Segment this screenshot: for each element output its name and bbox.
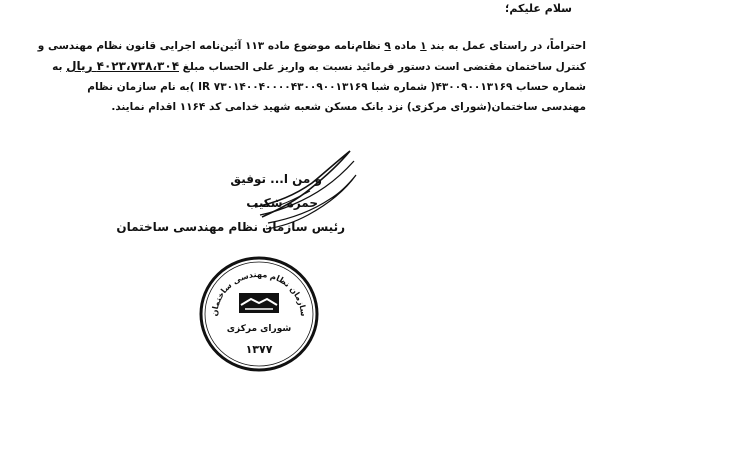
body-line-1-c: ماده xyxy=(390,40,421,52)
letter-body xyxy=(37,36,586,117)
body-line-2 xyxy=(52,56,586,77)
stamp-bottom-text: شورای مرکزی xyxy=(226,324,292,334)
stamp-year: ۱۳۷۷ xyxy=(245,343,273,356)
payment-amount: ۴۰۲۳،۷۳۸،۳۰۴ ریال xyxy=(66,59,180,73)
handshake-icon xyxy=(239,293,279,313)
closing-phrase: و من ا... توفیق xyxy=(230,172,322,186)
salutation: سلام علیکم؛ xyxy=(505,2,572,15)
handwritten-signature xyxy=(250,145,360,235)
body-line-1-e: نظام‌نامه موضوع ماده ۱۱۳ آئین‌نامه اجرایی قانون نظام مهندسی و xyxy=(37,40,385,52)
body-line-2-b: به xyxy=(52,61,67,73)
article-number: ۹ xyxy=(384,40,391,52)
stamp-top-text: سازمان نظام مهندسی ساختمان xyxy=(209,269,309,317)
body-line-4: مهندسی ساختمان(شورای مرکزی) نزد بانک مسکن شعبه شهید خدامی کد ۱۱۶۴ اقدام نمایند. xyxy=(111,101,586,113)
official-stamp xyxy=(195,253,323,375)
body-line-1 xyxy=(37,36,586,56)
body-line-3: شماره حساب ۴۳۰۰۹۰۰۱۳۱۶۹( شماره شبا IR ۷۳۰۱۴۰۰۴۰۰۰۰۴۳۰۰۹۰۰۱۳۱۶۹ )به نام سازمان نظام xyxy=(87,81,586,93)
clause-number: ۱ xyxy=(420,40,427,52)
body-line-2-a: کنترل ساختمان مقتضی است دستور فرمائید نسبت به واریز علی الحساب مبلغ xyxy=(179,61,586,73)
signer-title: رئیس سازمان نظام مهندسی ساختمان xyxy=(116,220,345,234)
body-line-1-a: احتراماً، در راستای عمل به بند xyxy=(426,40,586,52)
signer-name: حمزه شکیب xyxy=(246,196,318,210)
